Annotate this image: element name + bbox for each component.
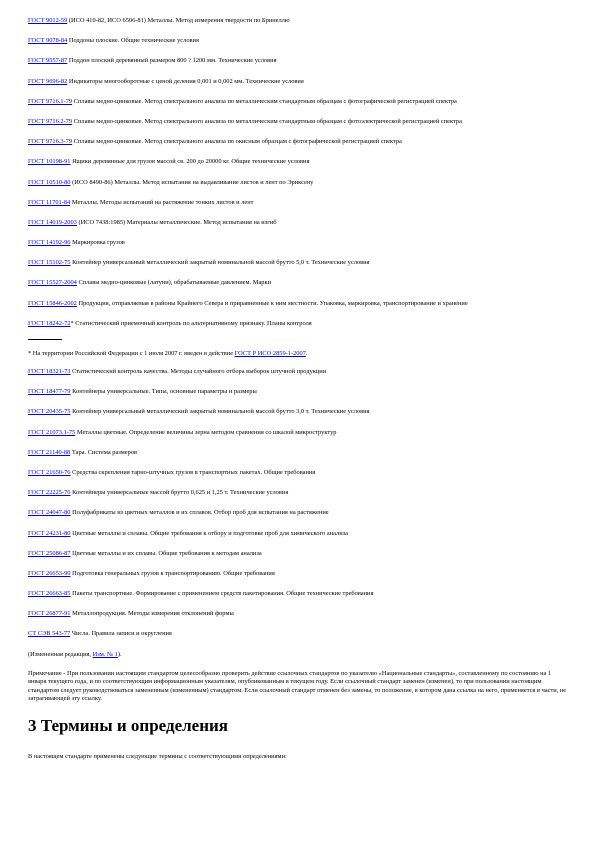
reference-link[interactable]: ГОСТ 26653-90 <box>28 569 71 577</box>
reference-item <box>28 117 567 126</box>
reference-item <box>28 218 567 227</box>
reference-title: Цветные металлы и сплавы. Общие требования к отбору и подготовке проб для химического анализа <box>70 529 348 537</box>
reference-title: Контейнер универсальный металлический закрытый номинальной массой брутто 5,0 т. Технические условия <box>70 259 370 267</box>
reference-item <box>28 609 567 618</box>
reference-link[interactable]: ГОСТ 22225-76 <box>28 489 71 497</box>
footnote-end: . <box>305 350 308 357</box>
reference-link[interactable]: ГОСТ 14019-2003 <box>28 218 77 226</box>
reference-title: Поддон плоский деревянный размером 800 ? 1200 мм. Технические условия <box>67 57 277 65</box>
reference-link[interactable]: ГОСТ 10198-91 <box>28 158 71 166</box>
reference-item <box>28 468 567 477</box>
footnote-link[interactable]: ГОСТ Р ИСО 2859-1-2007 <box>234 350 306 357</box>
reference-link[interactable]: ГОСТ 25086-87 <box>28 549 71 557</box>
reference-title: Индикаторы многооборотные с ценой деления 0,001 и 0,002 мм. Технические условия <box>67 77 304 85</box>
reference-title: Пакеты транспортные. Формирование с применением средств пакетирования. Общие технические требования <box>70 590 374 598</box>
reference-title: Поддоны плоские. Общие технические условия <box>67 37 199 45</box>
reference-item <box>28 56 567 65</box>
reference-link[interactable]: ГОСТ 9716.2-79 <box>28 117 73 125</box>
reference-item <box>28 278 567 287</box>
normative-references-list-continued <box>28 367 567 638</box>
reference-item <box>28 529 567 538</box>
reference-link[interactable]: ГОСТ 24231-80 <box>28 529 71 537</box>
amendment-note <box>28 650 567 659</box>
reference-link[interactable]: ГОСТ 21140-88 <box>28 448 71 456</box>
reference-item <box>28 448 567 457</box>
reference-title: Тара. Система размеров <box>70 448 138 456</box>
reference-link[interactable]: ГОСТ 9696-82 <box>28 77 68 85</box>
reference-title: Контейнеры универсальные массой брутто 0,625 и 1,25 т. Технические условия <box>70 489 289 497</box>
reference-item <box>28 258 567 267</box>
reference-title: Контейнер универсальный металлический закрытый номинальной массой брутто 3,0 т. Технические условия <box>70 408 370 416</box>
reference-link[interactable]: ГОСТ 15102-75 <box>28 259 71 267</box>
reference-item <box>28 488 567 497</box>
footnote-divider <box>28 339 62 340</box>
reference-title: (ИСО 8490-86) Металлы. Метод испытания на выдавливание листов и лент по Эриксену <box>70 178 314 186</box>
reference-title: Маркировка грузов <box>70 239 125 247</box>
reference-item <box>28 16 567 25</box>
reference-link[interactable]: СТ СЭВ 543-77 <box>28 630 71 638</box>
amendment-after: ). <box>117 650 122 658</box>
reference-link[interactable]: ГОСТ 9012-59 <box>28 17 68 24</box>
reference-title: Подготовка генеральных грузов к транспортированию. Общие требования <box>70 569 275 577</box>
reference-link[interactable]: ГОСТ 21650-76 <box>28 468 71 476</box>
reference-item <box>28 137 567 146</box>
reference-item <box>28 77 567 86</box>
reference-link[interactable]: ГОСТ 15846-2002 <box>28 299 77 307</box>
reference-title: (ИСО 410-82, ИСО 6506-81) Металлы. Метод измерения твердости по Бринеллю <box>67 17 290 24</box>
reference-item <box>28 299 567 308</box>
reference-link[interactable]: ГОСТ 14192-96 <box>28 239 71 247</box>
reference-item <box>28 508 567 517</box>
reference-title: Металлопродукция. Методы измерения отклонений формы <box>70 610 234 618</box>
reference-item <box>28 569 567 578</box>
reference-title: Сплавы медно-цинковые (латуни), обрабатываемые давлением. Марки <box>76 279 271 287</box>
reference-title: Контейнеры универсальные. Типы, основные параметры и размеры <box>70 388 257 396</box>
reference-title: Металлы. Методы испытаний на растяжение тонких листов и лент <box>70 198 254 206</box>
reference-link[interactable]: ГОСТ 20435-75 <box>28 408 71 416</box>
reference-title: Металлы цветные. Определение величины зерна методом сравнения со шкалой микроструктур <box>75 428 337 436</box>
reference-link[interactable]: ГОСТ 24047-80 <box>28 509 71 517</box>
section-intro: В настоящем стандарте применены следующие термины с соответствующими определениями: <box>28 753 287 760</box>
normative-references-list <box>28 16 567 328</box>
reference-link[interactable]: ГОСТ 9557-87 <box>28 57 68 65</box>
reference-title: Числа. Правила записи и округления <box>70 630 172 638</box>
reference-item <box>28 36 567 45</box>
reference-item <box>28 198 567 207</box>
section-heading: 3 Термины и определения <box>28 716 229 735</box>
reference-link[interactable]: ГОСТ 18321-73 <box>28 368 71 375</box>
reference-link[interactable]: ГОСТ 18477-79 <box>28 388 71 396</box>
reference-link[interactable]: ГОСТ 18242-72 <box>28 319 71 327</box>
reference-item <box>28 319 567 328</box>
reference-link[interactable]: ГОСТ 15527-2004 <box>28 279 77 287</box>
reference-title: Полуфабрикаты из цветных металлов и их сплавов. Отбор проб для испытания на растяжение <box>70 509 329 517</box>
reference-item <box>28 367 567 376</box>
reference-link[interactable]: ГОСТ 10510-80 <box>28 178 71 186</box>
reference-title: (ИСО 7438:1985) Материалы металлические. Метод испытания на изгиб <box>76 218 277 226</box>
reference-title: Статистический контроль качества. Методы случайного отбора выборок штучной продукции <box>70 368 327 375</box>
reference-item <box>28 238 567 247</box>
reference-link[interactable]: ГОСТ 11701-84 <box>28 198 71 206</box>
reference-title: Средства скрепления тарно-штучных грузов в транспортных пакетах. Общие требования <box>70 468 316 476</box>
reference-title: * Статистический приемочный контроль по альтернативному признаку. Планы контроля <box>70 319 312 327</box>
reference-title: Сплавы медно-цинковые. Метод спектрального анализа по окисным образцам с фотографической регистрацией спектра <box>72 138 402 146</box>
reference-item <box>28 428 567 437</box>
reference-title: Ящики деревянные для грузов массой св. 200 до 20000 кг. Общие технические условия <box>70 158 310 166</box>
reference-title: Продукция, отправляемая в районы Крайнего Севера и приравненные к ним местности. Упаковка, маркировка, транспортирование и хранение <box>76 299 468 307</box>
usage-note: Примечание - При пользовании настоящим стандартом целесообразно проверить действие ссылочных стандартов по указателю «Национальные стандарты», составленному по состоянию на 1 января текущего года, и по соответствующим информационным указателям, опубликованным в текущем году. Если ссылочный стандарт заменен (изменен), то при пользовании настоящим стандартом следует руководствоваться замененным (измененным) стандартом. Если ссылочный стандарт отменен без замены, то положение, в котором дана ссылка на него, применяется в части, не затрагивающей эту ссылку. <box>28 669 567 703</box>
reference-link[interactable]: ГОСТ 9716.1-79 <box>28 97 73 105</box>
reference-link[interactable]: ГОСТ 9716.3-79 <box>28 138 73 146</box>
reference-item <box>28 178 567 187</box>
reference-link[interactable]: ГОСТ 26877-91 <box>28 610 71 618</box>
reference-item <box>28 97 567 106</box>
reference-link[interactable]: ГОСТ 26663-85 <box>28 590 71 598</box>
reference-title: Сплавы медно-цинковые. Метод спектрального анализа по металлическим стандартным образцам с фотографической регистрацией спектра <box>72 97 457 105</box>
reference-item <box>28 629 567 638</box>
reference-item <box>28 589 567 598</box>
reference-item <box>28 157 567 166</box>
reference-item <box>28 387 567 396</box>
amendment-before: (Измененная редакция, <box>28 650 93 658</box>
reference-title: Цветные металлы и их сплавы. Общие требования к методам анализа <box>70 549 262 557</box>
footnote-text: * На территории Российской Федерации с 1 июля 2007 г. введен в действие <box>28 350 235 357</box>
footnote <box>28 349 567 358</box>
amendment-link[interactable]: Изм. № 1 <box>92 650 118 658</box>
reference-link[interactable]: ГОСТ 21073.1-75 <box>28 428 76 436</box>
reference-item <box>28 407 567 416</box>
reference-title: Сплавы медно-цинковые. Метод спектрального анализа по металлическим стандартным образцам с фотоэлектрической регистрацией спектра <box>72 117 462 125</box>
reference-item <box>28 549 567 558</box>
reference-link[interactable]: ГОСТ 9078-84 <box>28 37 68 45</box>
